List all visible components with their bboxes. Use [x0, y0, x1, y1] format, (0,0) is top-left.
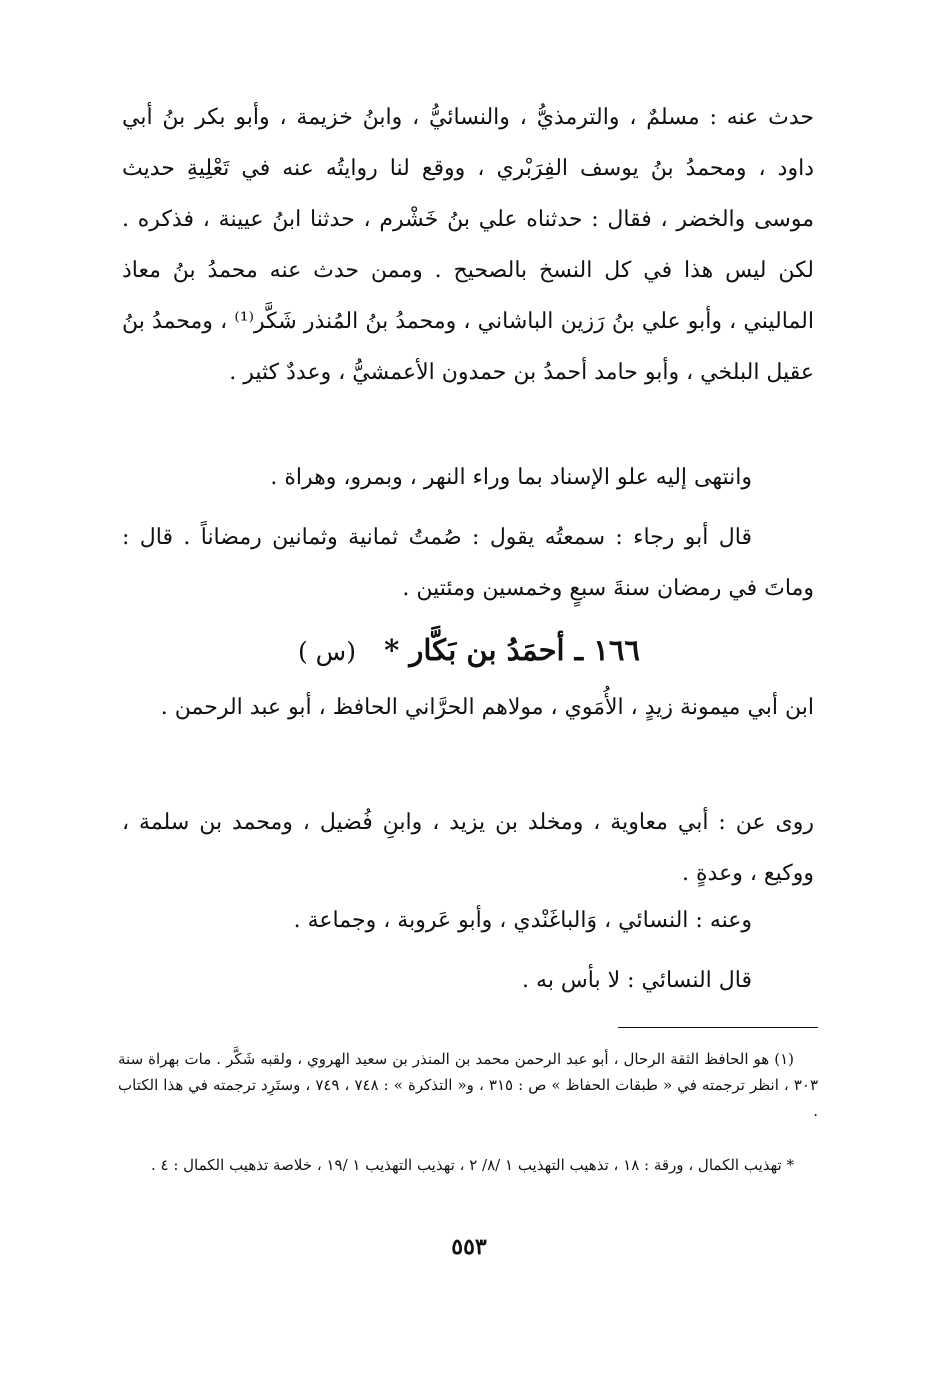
entry-code: (س )	[297, 637, 356, 666]
entry-title: ١٦٦ ـ أحمَدُ بن بَكَّار *	[384, 633, 641, 667]
paragraph-narrators: حدث عنه : مسلمٌ ، والترمذيُّ ، والنسائيُّ ، وابنُ خزيمة ، وأبو بكر بنُ أبي داود ، ومحمدُ بنُ يوسف الفِرَبْري ، ووقع لنا روايتُه عنه في تَعْلِيةِ حديث موسى والخضر ، فقال : حدثناه علي بنُ خَشْرم ، حدثنا ابنُ عيينة ، فذكره . لكن ليس هذا في كل النسخ بالصحيح . وممن حدث عنه محمدُ بنُ معاذ الماليني ، وأبو علي بنُ رَزين الباشاني ، ومحمدُ بنُ المُنذر شَكَّر⁽¹⁾ ، ومحمدُ بنُ عقيل البلخي ، وأبو حامد أحمدُ بن حمدون الأعمشيُّ ، وعددٌ كثير .	[122, 105, 814, 385]
paragraph-narrated-from: روى عن : أبي معاوية ، ومخلد بن يزيد ، وابنِ فُضيل ، ومحمد بن سلمة ، ووكيع ، وعدةٍ .	[122, 810, 814, 886]
entry-heading	[0, 625, 938, 677]
paragraph-assessment: قال النسائي : لا بأس به .	[522, 968, 752, 993]
paragraph-death: قال أبو رجاء : سمعتُه يقول : صُمتُ ثمانية وثمانين رمضاناً . قال : وماتَ في رمضان سنةَ سبعٍ وخمسين ومئتين .	[122, 525, 814, 601]
page-number: ٥٥٣	[451, 1234, 487, 1260]
paragraph-lineage: ابن أبي ميمونة زيدٍ ، الأُمَوي ، مولاهم الحرَّاني الحافظ ، أبو عبد الرحمن .	[160, 695, 814, 720]
footnote-1: (١) هو الحافظ الثقة الرحال ، أبو عبد الرحمن محمد بن المنذر بن سعيد الهروي ، ولقبه شَكَّر . مات بهراة سنة ٣٠٣ ، انظر ترجمته في « طبقات الحفاظ » ص : ٣١٥ ، و« التذكرة » : ٧٤٨ ، ٧٤٩ ، وستَرِد ترجمته في هذا الكتاب .	[118, 1050, 819, 1120]
footnote-divider	[618, 1027, 818, 1028]
footnote-2: * تهذيب الكمال ، ورقة : ١٨ ، تذهيب التهذيب ١ /٨/ ٢ ، تهذيب التهذيب ١ /١٩ ، خلاصة تذهيب الكمال : ٤ .	[150, 1156, 794, 1174]
paragraph-narrated-by: وعنه : النسائي ، وَالباغَنْدي ، وأبو عَروبة ، وجماعة .	[293, 908, 752, 933]
paragraph-isnad: وانتهى إليه علو الإسناد بما وراء النهر ، وبمرو، وهراة .	[270, 465, 752, 490]
